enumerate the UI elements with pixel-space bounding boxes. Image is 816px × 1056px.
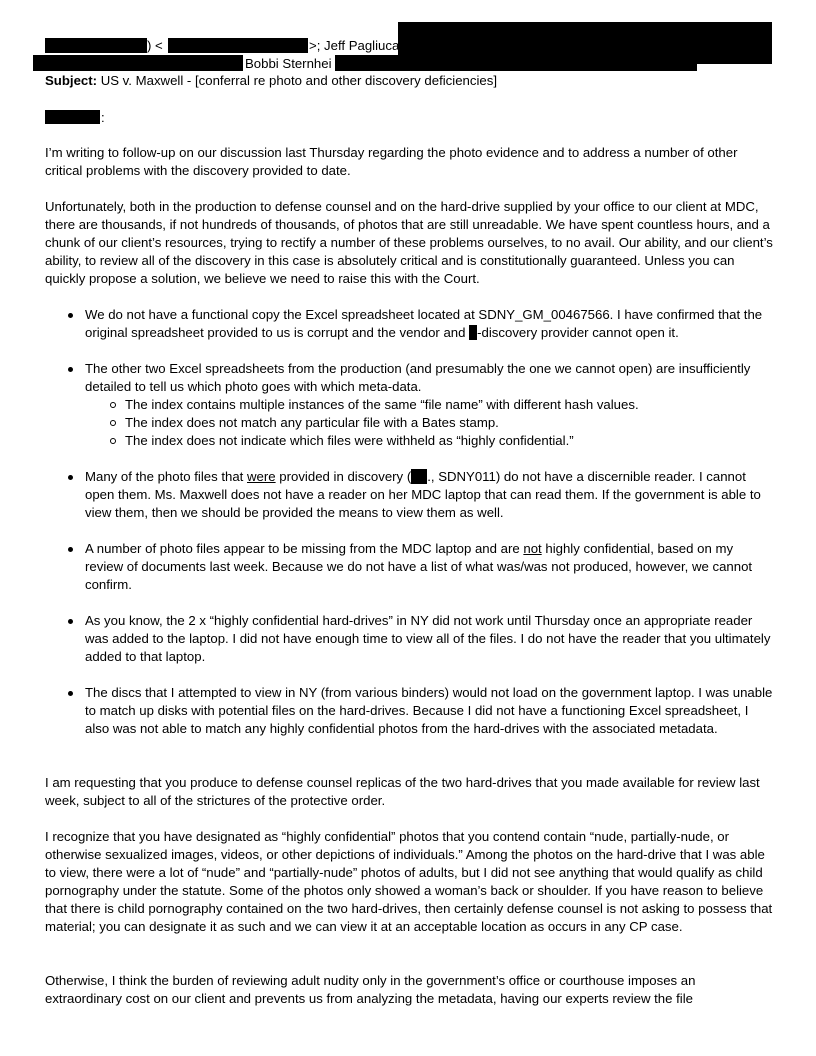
bullet-2-text: The other two Excel spreadsheets from the production (and presumably the one we cannot open) are insufficiently detailed to tell us which photo goes with which meta-data. (85, 361, 751, 394)
bullet-1-text-b: -discovery provider cannot open it. (477, 325, 679, 340)
bullet-3-text-c: ., SDNY011) do not have a discernible reader. I cannot open them. Ms. Maxwell does not have a reader on her MDC laptop that can read them. If the government is able to view them, then we should be provided the means to view them as well. (85, 469, 761, 520)
paragraph-1: I’m writing to follow-up on our discussion last Thursday regarding the photo evidence and to address a number of other critical problems with the discovery provided to date. (45, 145, 738, 178)
sub-item-text: The index contains multiple instances of the same “file name” with different hash values. (125, 397, 639, 412)
list-item (45, 468, 773, 522)
bullet-1-text-a: We do not have a functional copy the Excel spreadsheet located at SDNY_GM_00467566. I have confirmed that the original spreadsheet provided to us is corrupt and the vendor and (85, 307, 763, 340)
bullet-icon (68, 313, 73, 318)
header-line1-after: >; Jeff Pagliuca (309, 38, 400, 53)
circle-bullet-icon (110, 420, 116, 426)
circle-bullet-icon (110, 438, 116, 444)
list-item (45, 306, 773, 342)
bullet-3-text-a: Many of the photo files that (85, 469, 248, 484)
issues-list (45, 306, 773, 738)
header-line1-mid: ) < (147, 38, 163, 53)
bullet-icon (68, 547, 73, 552)
sub-list-item (85, 396, 773, 414)
bullet-icon (68, 691, 73, 696)
list-item (45, 540, 773, 594)
redaction-block-header-2 (168, 38, 308, 53)
sub-list-item (85, 414, 773, 432)
subject-text: US v. Maxwell - [conferral re photo and other discovery deficiencies] (100, 73, 497, 88)
paragraph-3: I am requesting that you produce to defense counsel replicas of the two hard-drives that you made available for review last week, subject to all of the strictures of the protective order. (45, 775, 760, 808)
bullet-icon (68, 367, 73, 372)
redaction-block-inline (411, 469, 427, 484)
redaction-block-header-4 (33, 55, 243, 71)
redaction-block-header-5 (335, 55, 697, 71)
sub-list (85, 396, 773, 450)
header-line2-name: Bobbi Sternhei (245, 56, 332, 71)
list-item (45, 684, 773, 738)
subject-label: Subject: (45, 73, 98, 88)
bullet-5-text: As you know, the 2 x “highly confidential hard-drives” in NY did not work until Thursday once an appropriate reader was added to the laptop. I did not have enough time to view all of the files. I do not have the reader that you ultimately added to that laptop. (85, 613, 771, 664)
bullet-4-text-b: highly confidential, based on my review of documents last week. Because we do not have a list of what was/was not produced, however, we cannot confirm. (85, 541, 753, 592)
salutation-colon: : (101, 110, 105, 125)
circle-bullet-icon (110, 402, 116, 408)
bullet-4-text-a: A number of photo files appear to be missing from the MDC laptop and are (85, 541, 524, 556)
sub-list-item (85, 432, 773, 450)
redaction-block-salutation (45, 110, 100, 124)
list-item (45, 360, 773, 450)
sub-item-text: The index does not indicate which files were withheld as “highly confidential.” (125, 433, 574, 448)
bullet-6-text: The discs that I attempted to view in NY (from various binders) would not load on the government laptop. I was unable to match up disks with potential files on the hard-drives. Because I did not have a functioning Excel spreadsheet, I also was not able to match any highly confidential photos from the hard-drives with the associated metadata. (85, 685, 773, 736)
bullet-icon (68, 619, 73, 624)
paragraph-2: Unfortunately, both in the production to defense counsel and on the hard-drive supplied by your office to our client at MDC, there are thousands, if not hundreds of thousands, of photos that are still unreadable. We have spent countless hours, and a chunk of our client’s resources, trying to rectify a number of these problems ourselves, to no avail. Our ability, and our client’s ability, to review all of the discovery in this case is absolutely critical and is constitutionally guaranteed. Unless you can quickly propose a solution, we believe we need to raise this with the Court. (45, 199, 773, 286)
bullet-icon (68, 475, 73, 480)
sub-item-text: The index does not match any particular file with a Bates stamp. (125, 415, 499, 430)
paragraph-4: I recognize that you have designated as “highly confidential” photos that you contend contain “nude, partially-nude, or otherwise sexualized images, videos, or other depictions of individuals.” Among the photos on the hard-drive that I was able to view, there were a lot of “nude” and “partially-nude” photos of adults, but I did not see anything that would qualify as child pornography under the statute. Some of the photos only showed a woman’s back or shoulder. If you have reason to believe that there is child pornography contained on the two hard-drives, then certainly defense counsel is not asking to possess that material; you can designate it as such and we can view it at an acceptable location as occurs in any CP case. (45, 829, 773, 934)
bullet-3-text-b: provided in discovery ( (275, 469, 412, 484)
list-item (45, 612, 773, 666)
redaction-block-inline (469, 325, 477, 340)
bullet-3-underline: were (247, 469, 276, 484)
paragraph-5: Otherwise, I think the burden of reviewing adult nudity only in the government’s office or courthouse imposes an extraordinary cost on our client and prevents us from analyzing the metadata, having our experts review the file (45, 973, 696, 1006)
email-subject (45, 72, 497, 90)
redaction-block-header-1 (45, 38, 147, 53)
bullet-4-underline: not (523, 541, 542, 556)
